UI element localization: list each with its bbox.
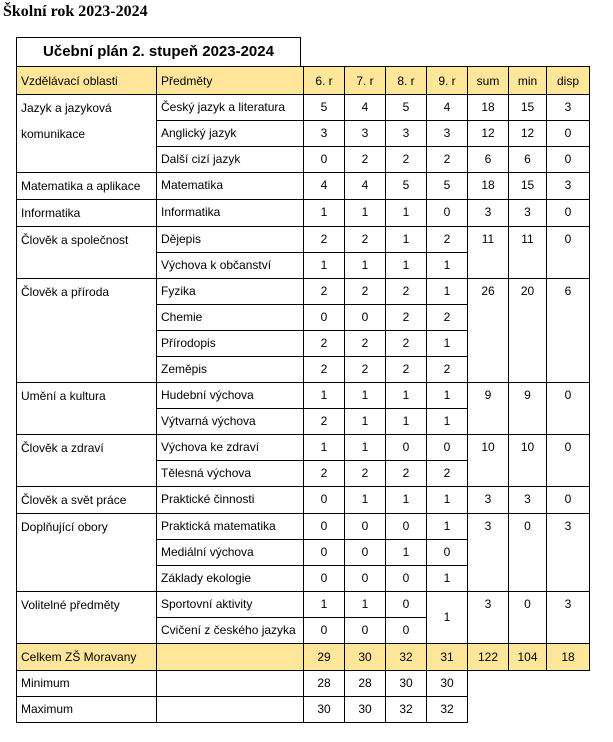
document-title: Školní rok 2023-2024 (3, 3, 148, 20)
grade-8-cell: 0 (386, 566, 427, 592)
grade-7-cell: 2 (345, 357, 386, 383)
grade-7-cell: 2 (345, 331, 386, 357)
grade-7-cell: 3 (345, 121, 386, 147)
sum-cell: 3 (468, 200, 509, 227)
min-cell: 0 (509, 514, 547, 592)
grade-8-cell: 2 (386, 331, 427, 357)
total-subject-cell (157, 644, 304, 671)
grade-6-cell: 0 (304, 305, 345, 331)
grade-8-cell: 5 (386, 173, 427, 200)
table-row (17, 200, 590, 227)
disp-cell: 3 (547, 514, 590, 592)
grade-8-cell: 2 (386, 305, 427, 331)
grade-6-cell: 2 (304, 461, 345, 487)
min-cell: 10 (509, 435, 547, 487)
subject-cell: Informatika (157, 200, 304, 227)
total-grade-8: 32 (386, 644, 427, 671)
disp-cell: 3 (547, 173, 590, 200)
grade-8-cell: 2 (386, 461, 427, 487)
minimum-subject-cell (157, 671, 304, 697)
min-cell: 3 (509, 487, 547, 514)
minimum-grade-6: 28 (304, 671, 345, 697)
grade-9-cell: 2 (427, 227, 468, 253)
header-grade-9: 9. r (427, 67, 468, 95)
total-min: 104 (509, 644, 547, 671)
grade-6-cell: 1 (304, 435, 345, 461)
minimum-grade-7: 28 (345, 671, 386, 697)
grade-6-cell: 2 (304, 331, 345, 357)
subject-cell: Chemie (157, 305, 304, 331)
grade-7-cell: 2 (345, 147, 386, 173)
minimum-row (17, 671, 590, 697)
disp-cell: 0 (547, 487, 590, 514)
sum-cell: 11 (468, 227, 509, 279)
header-disp: disp (547, 67, 590, 95)
area-cell: Člověk a zdraví (17, 435, 157, 487)
grade-8-cell: 1 (386, 383, 427, 409)
grade-7-cell: 0 (345, 566, 386, 592)
grade-7-cell: 0 (345, 618, 386, 644)
min-cell: 0 (509, 592, 547, 644)
grade-9-cell: 2 (427, 461, 468, 487)
grade-9-cell: 0 (427, 540, 468, 566)
maximum-label: Maximum (17, 697, 157, 723)
grade-9-cell: 1 (427, 566, 468, 592)
disp-cell: 0 (547, 227, 590, 279)
subject-cell: Tělesná výchova (157, 461, 304, 487)
grade-7-cell: 1 (345, 253, 386, 279)
grade-7-cell: 4 (345, 95, 386, 121)
grade-8-cell: 1 (386, 409, 427, 435)
maximum-grade-7: 30 (345, 697, 386, 723)
maximum-subject-cell (157, 697, 304, 723)
grade-7-cell: 4 (345, 173, 386, 200)
grade-9-cell: 2 (427, 357, 468, 383)
area-cell: Matematika a aplikace (17, 173, 157, 200)
subject-cell: Anglický jazyk (157, 121, 304, 147)
total-label: Celkem ZŠ Moravany (17, 644, 157, 671)
grade-9-cell: 1 (427, 279, 468, 305)
header-row (17, 67, 590, 95)
grade-9-cell: 1 (427, 592, 468, 644)
grade-9-cell: 2 (427, 147, 468, 173)
subject-cell: Zeměpis (157, 357, 304, 383)
disp-cell: 3 (547, 95, 590, 121)
sum-cell: 18 (468, 173, 509, 200)
subject-cell: Český jazyk a literatura (157, 95, 304, 121)
min-cell: 6 (509, 147, 547, 173)
area-cell: Doplňující obory (17, 514, 157, 592)
plan-title: Učební plán 2. stupeň 2023-2024 (16, 37, 301, 66)
grade-6-cell: 0 (304, 487, 345, 514)
minimum-grade-9: 30 (427, 671, 468, 697)
sum-cell: 26 (468, 279, 509, 383)
min-cell: 15 (509, 173, 547, 200)
area-cell: Jazyk a jazyková komunikace (17, 95, 157, 173)
subject-cell: Dějepis (157, 227, 304, 253)
grade-6-cell: 1 (304, 253, 345, 279)
grade-9-cell: 5 (427, 173, 468, 200)
grade-6-cell: 2 (304, 357, 345, 383)
disp-cell: 0 (547, 383, 590, 435)
grade-6-cell: 0 (304, 147, 345, 173)
area-cell: Volitelné předměty (17, 592, 157, 644)
header-min: min (509, 67, 547, 95)
grade-8-cell: 2 (386, 279, 427, 305)
grade-7-cell: 1 (345, 409, 386, 435)
grade-6-cell: 2 (304, 279, 345, 305)
grade-7-cell: 0 (345, 305, 386, 331)
grade-6-cell: 0 (304, 618, 345, 644)
subject-cell: Přírodopis (157, 331, 304, 357)
disp-cell: 0 (547, 121, 590, 147)
sum-cell: 12 (468, 121, 509, 147)
grade-6-cell: 4 (304, 173, 345, 200)
grade-9-cell: 2 (427, 305, 468, 331)
min-cell: 9 (509, 383, 547, 435)
disp-cell: 6 (547, 279, 590, 383)
grade-8-cell: 0 (386, 618, 427, 644)
grade-8-cell: 0 (386, 514, 427, 540)
subject-cell: Matematika (157, 173, 304, 200)
grade-9-cell: 1 (427, 331, 468, 357)
grade-7-cell: 1 (345, 592, 386, 618)
grade-8-cell: 1 (386, 253, 427, 279)
grade-9-cell: 3 (427, 121, 468, 147)
maximum-row (17, 697, 590, 723)
table-row (17, 173, 590, 200)
grade-6-cell: 1 (304, 592, 345, 618)
subject-cell: Výchova k občanství (157, 253, 304, 279)
grade-7-cell: 2 (345, 227, 386, 253)
min-cell: 3 (509, 200, 547, 227)
grade-8-cell: 5 (386, 95, 427, 121)
grade-6-cell: 0 (304, 566, 345, 592)
grade-8-cell: 0 (386, 435, 427, 461)
total-row (17, 644, 590, 671)
area-cell: Člověk a svět práce (17, 487, 157, 514)
area-cell: Informatika (17, 200, 157, 227)
grade-7-cell: 1 (345, 200, 386, 227)
subject-cell: Fyzika (157, 279, 304, 305)
subject-cell: Další cizí jazyk (157, 147, 304, 173)
grade-8-cell: 3 (386, 121, 427, 147)
min-cell: 15 (509, 95, 547, 121)
area-cell: Umění a kultura (17, 383, 157, 435)
total-grade-6: 29 (304, 644, 345, 671)
header-sum: sum (468, 67, 509, 95)
header-grade-8: 8. r (386, 67, 427, 95)
header-grade-6: 6. r (304, 67, 345, 95)
subject-cell: Praktické činnosti (157, 487, 304, 514)
grade-6-cell: 0 (304, 540, 345, 566)
minimum-grade-8: 30 (386, 671, 427, 697)
grade-8-cell: 1 (386, 227, 427, 253)
grade-9-cell: 1 (427, 514, 468, 540)
grade-7-cell: 2 (345, 279, 386, 305)
grade-6-cell: 3 (304, 121, 345, 147)
table-row (17, 435, 590, 461)
grade-8-cell: 0 (386, 592, 427, 618)
grade-8-cell: 1 (386, 540, 427, 566)
grade-7-cell: 2 (345, 461, 386, 487)
table-row (17, 487, 590, 514)
grade-7-cell: 1 (345, 383, 386, 409)
grade-8-cell: 2 (386, 357, 427, 383)
grade-8-cell: 2 (386, 147, 427, 173)
total-disp: 18 (547, 644, 590, 671)
total-sum: 122 (468, 644, 509, 671)
subject-cell: Sportovní aktivity (157, 592, 304, 618)
header-area: Vzdělávací oblasti (17, 67, 157, 95)
subject-cell: Výchova ke zdraví (157, 435, 304, 461)
grade-8-cell: 1 (386, 200, 427, 227)
sum-cell: 18 (468, 95, 509, 121)
sum-cell: 3 (468, 514, 509, 592)
grade-9-cell: 4 (427, 95, 468, 121)
table-row (17, 514, 590, 540)
grade-7-cell: 0 (345, 540, 386, 566)
subject-cell: Výtvarná výchova (157, 409, 304, 435)
min-cell: 11 (509, 227, 547, 279)
grade-6-cell: 2 (304, 227, 345, 253)
grade-6-cell: 5 (304, 95, 345, 121)
subject-cell: Mediální výchova (157, 540, 304, 566)
disp-cell: 0 (547, 435, 590, 487)
total-grade-9: 31 (427, 644, 468, 671)
table-row (17, 383, 590, 409)
maximum-grade-9: 32 (427, 697, 468, 723)
area-cell: Člověk a společnost (17, 227, 157, 279)
maximum-grade-6: 30 (304, 697, 345, 723)
grade-8-cell: 1 (386, 487, 427, 514)
min-cell: 12 (509, 121, 547, 147)
header-grade-7: 7. r (345, 67, 386, 95)
grade-7-cell: 1 (345, 435, 386, 461)
grade-9-cell: 1 (427, 253, 468, 279)
sum-cell: 9 (468, 383, 509, 435)
disp-cell: 3 (547, 592, 590, 644)
grade-6-cell: 1 (304, 200, 345, 227)
header-subject: Předměty (157, 67, 304, 95)
grade-6-cell: 1 (304, 383, 345, 409)
curriculum-table (16, 66, 590, 723)
grade-9-cell: 0 (427, 200, 468, 227)
subject-cell: Hudební výchova (157, 383, 304, 409)
grade-7-cell: 0 (345, 514, 386, 540)
area-cell: Člověk a příroda (17, 279, 157, 383)
table-row (17, 279, 590, 305)
grade-9-cell: 1 (427, 487, 468, 514)
maximum-grade-8: 32 (386, 697, 427, 723)
subject-cell: Základy ekologie (157, 566, 304, 592)
table-row (17, 227, 590, 253)
grade-9-cell: 0 (427, 435, 468, 461)
disp-cell: 0 (547, 147, 590, 173)
table-row (17, 95, 590, 121)
grade-9-cell: 1 (427, 409, 468, 435)
grade-6-cell: 0 (304, 514, 345, 540)
subject-cell: Cvičení z českého jazyka (157, 618, 304, 644)
minimum-label: Minimum (17, 671, 157, 697)
sum-cell: 3 (468, 487, 509, 514)
grade-9-cell: 1 (427, 383, 468, 409)
sum-cell: 6 (468, 147, 509, 173)
grade-7-cell: 1 (345, 487, 386, 514)
sum-cell: 10 (468, 435, 509, 487)
table-row (17, 592, 590, 618)
sum-cell: 3 (468, 592, 509, 644)
subject-cell: Praktická matematika (157, 514, 304, 540)
total-grade-7: 30 (345, 644, 386, 671)
min-cell: 20 (509, 279, 547, 383)
grade-6-cell: 2 (304, 409, 345, 435)
disp-cell: 0 (547, 200, 590, 227)
